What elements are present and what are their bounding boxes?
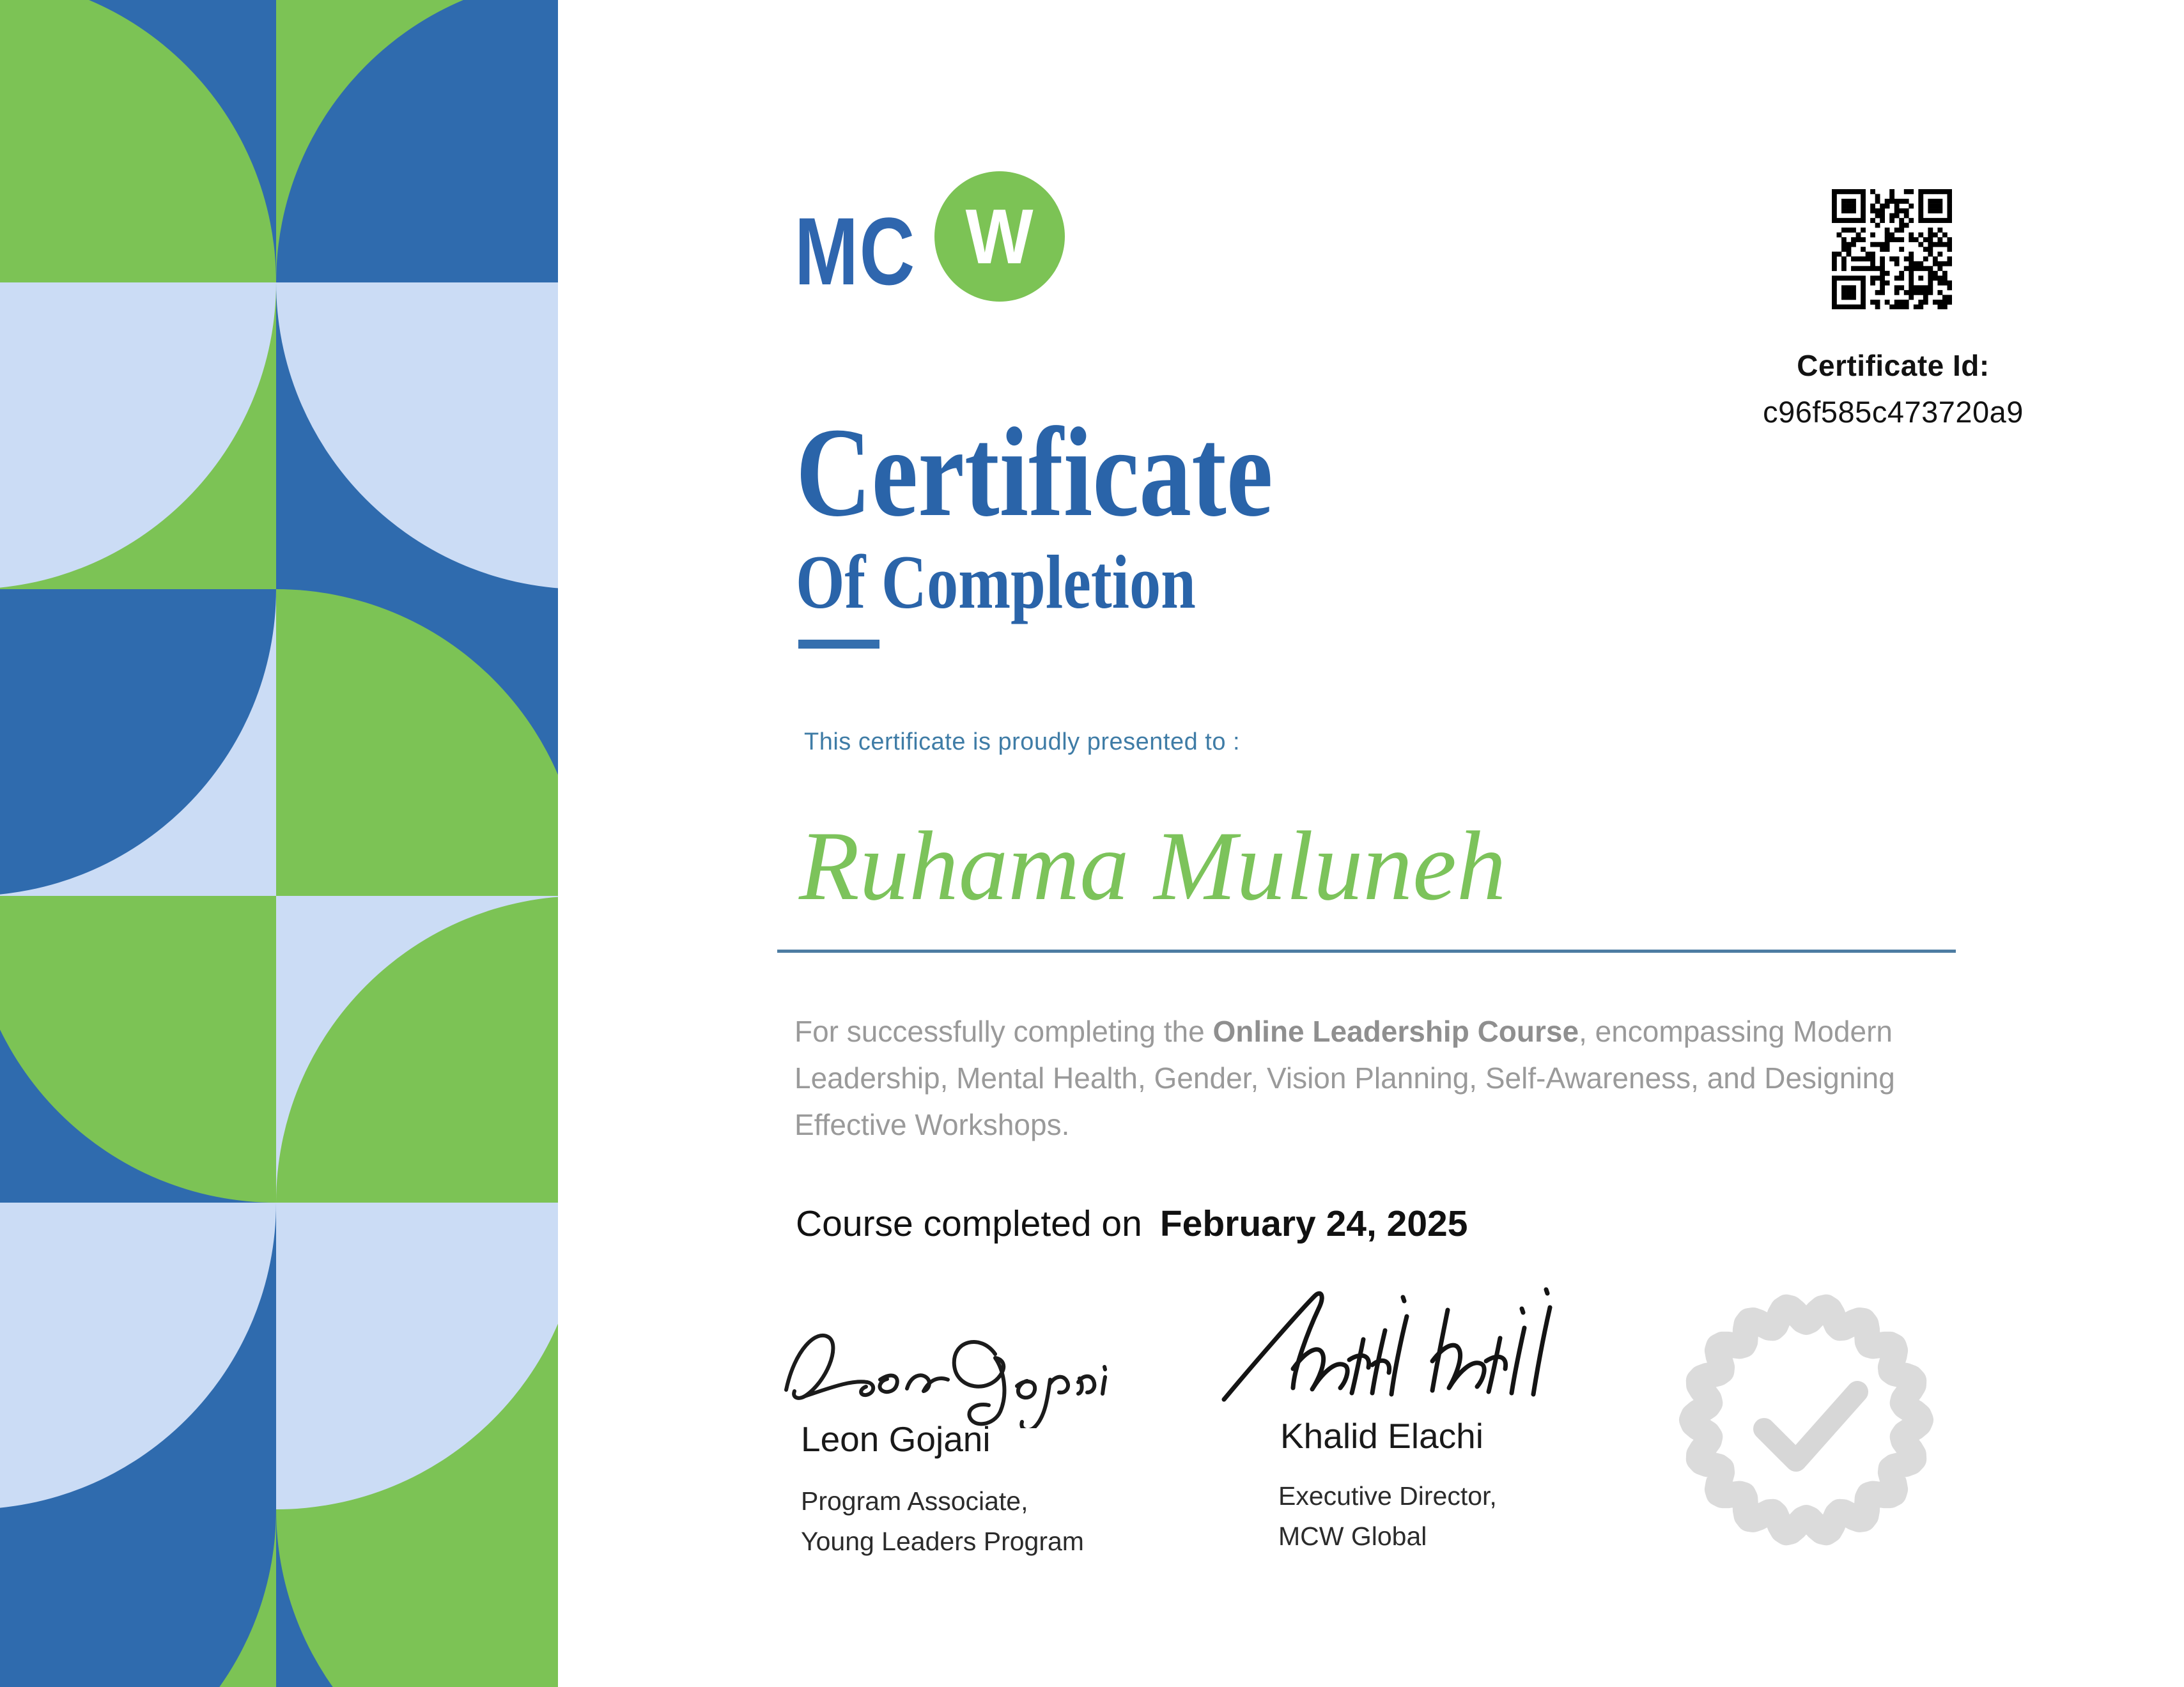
pattern-tile (276, 282, 558, 589)
signatory-role (801, 1481, 1084, 1562)
pattern-tile (0, 0, 276, 282)
pattern-quarter-disc (0, 896, 276, 1203)
recipient-name: Ruhama Muluneh (799, 811, 1506, 921)
description-start: For successfully completing the (794, 1015, 1213, 1048)
logo-text-w: W (966, 193, 1034, 280)
qr-code-icon (1832, 189, 1952, 309)
pattern-quarter-disc (0, 282, 276, 589)
pattern-tile (0, 896, 276, 1203)
presented-to-line: This certificate is proudly presented to : (804, 728, 1241, 755)
pattern-quarter-disc (0, 0, 276, 282)
signatory-role-line: Program Associate, (801, 1486, 1028, 1516)
khalid-elachi-signature-icon (1205, 1272, 1601, 1431)
pattern-tile (276, 589, 558, 896)
decorative-quarter-circle-pattern (0, 0, 558, 1687)
pattern-quarter-disc (276, 1509, 558, 1687)
pattern-tile (0, 589, 276, 896)
course-description (794, 1008, 1939, 1148)
pattern-quarter-disc (276, 1203, 558, 1509)
signatory-role-line: MCW Global (1278, 1521, 1427, 1551)
pattern-quarter-disc (0, 589, 276, 896)
leon-gojani-signature-icon (770, 1300, 1147, 1428)
pattern-quarter-disc (276, 589, 558, 896)
certificate-id-block (1753, 348, 2034, 429)
completion-label: Course completed on (796, 1203, 1142, 1244)
completion-line (796, 1203, 1468, 1245)
certificate-title: Certificate (796, 402, 1273, 543)
certificate-id-value: c96f585c473720a9 (1763, 395, 2024, 429)
pattern-tile (276, 896, 558, 1203)
completion-date: February 24, 2025 (1159, 1203, 1468, 1244)
pattern-quarter-disc (0, 1203, 276, 1509)
seal-check-mark (1764, 1392, 1857, 1461)
signatory-name: Leon Gojani (801, 1419, 991, 1459)
pattern-tile (0, 1509, 276, 1687)
signatory-role-line: Young Leaders Program (801, 1527, 1084, 1556)
description-end: , encompassing Modern Leadership, Mental Health, Gender, Vision Planning, Self-Awareness, and Designing Effective Workshops. (794, 1015, 1895, 1141)
certificate-subtitle: Of Completion (796, 539, 1196, 624)
signatory-name: Khalid Elachi (1280, 1416, 1483, 1456)
name-underline (777, 950, 1956, 953)
pattern-tile (0, 282, 276, 589)
signatory-role (1278, 1476, 1497, 1557)
pattern-tile (276, 1509, 558, 1687)
title-accent-dash (798, 640, 879, 649)
pattern-tile (276, 0, 558, 282)
certificate-id-label: Certificate Id: (1797, 349, 1990, 382)
pattern-quarter-disc (276, 282, 558, 589)
pattern-quarter-disc (0, 1509, 276, 1687)
pattern-tile (0, 1203, 276, 1509)
logo-text-mc: MC (794, 197, 916, 305)
course-name: Online Leadership Course (1212, 1015, 1579, 1048)
logo-w-circle (934, 171, 1065, 302)
pattern-quarter-disc (276, 0, 558, 282)
check-seal-icon (1672, 1286, 1940, 1554)
signatory-role-line: Executive Director, (1278, 1481, 1497, 1511)
pattern-tile (276, 1203, 558, 1509)
pattern-quarter-disc (276, 896, 558, 1203)
